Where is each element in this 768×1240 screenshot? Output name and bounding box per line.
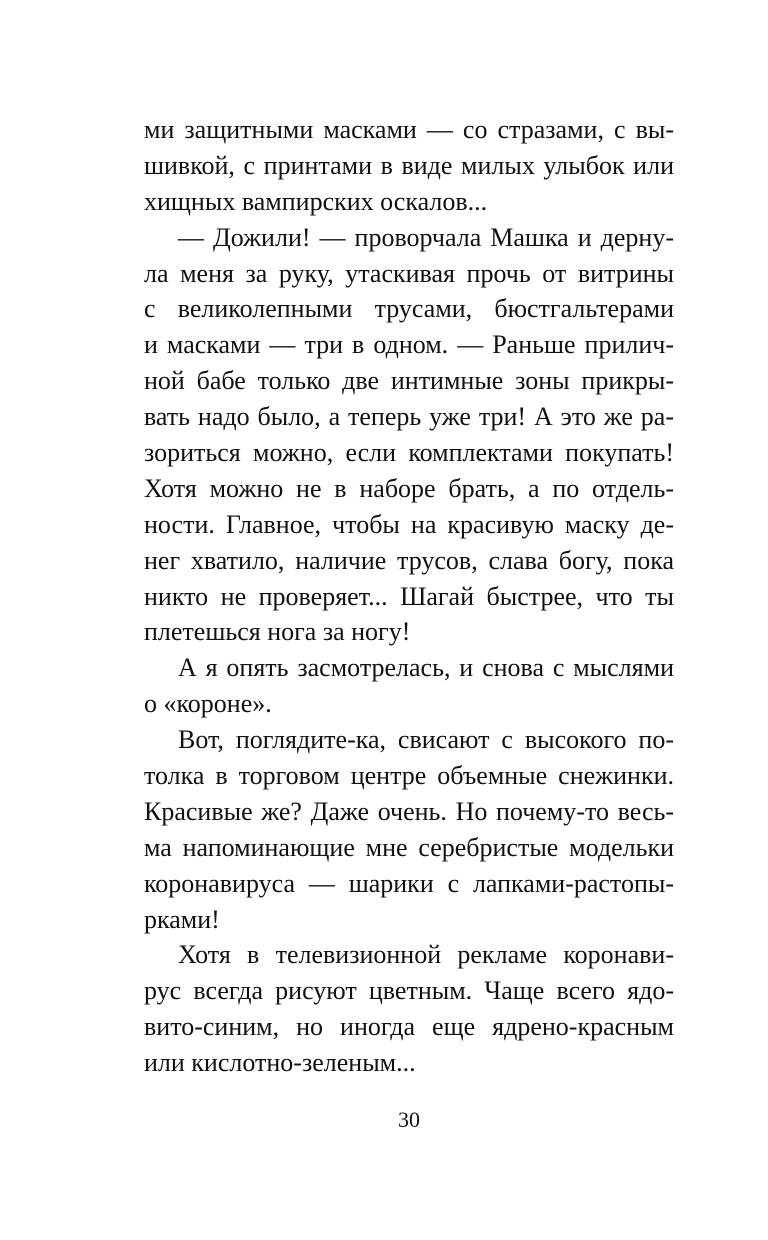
text-line: ла меня за руку, утаскивая прочь от витрины bbox=[144, 258, 674, 288]
text-line: нег хватило, наличие трусов, слава богу, пока bbox=[144, 545, 674, 575]
text-line: Красивые же? Даже очень. Но почему-то весь- bbox=[144, 796, 674, 826]
text-line: Хотя в телевизионной рекламе коронави- bbox=[178, 940, 674, 970]
text-line: ми защитными масками — со стразами, с вы- bbox=[144, 115, 674, 144]
text-line: никто не проверяет... Шагай быстрее, что ты bbox=[144, 581, 674, 611]
text-line: вито-синим, но иногда еще ядрено-красным bbox=[144, 1012, 674, 1042]
text-line: шивкой, с принтами в виде милых улыбок или bbox=[144, 150, 674, 180]
text-line: зориться можно, если комплектами покупать! bbox=[144, 438, 674, 468]
text-line: — Дожили! — проворчала Машка и дерну- bbox=[178, 222, 674, 252]
text-line: ной бабе только две интимные зоны прикры- bbox=[144, 366, 674, 396]
text-line: ности. Главное, чтобы на красивую маску де- bbox=[144, 509, 674, 539]
text-line: толка в торговом центре объемные снежинки. bbox=[144, 761, 674, 791]
text-line: и масками — три в одном. — Раньше прилич- bbox=[144, 330, 674, 360]
text-line: рками! bbox=[144, 904, 220, 934]
text-line: вать надо было, а теперь уже три! А это же ра- bbox=[144, 402, 674, 432]
text-line: Хотя можно не в наборе брать, а по отдель- bbox=[144, 473, 674, 503]
page-number: 30 bbox=[398, 1107, 420, 1132]
text-line: коронавируса — шарики с лапками-растопы- bbox=[144, 868, 674, 898]
text-line: рус всегда рисуют цветным. Чаще всего ядо- bbox=[144, 976, 674, 1006]
text-line: плетешься нога за ногу! bbox=[144, 617, 411, 647]
body-text bbox=[144, 112, 674, 1081]
text-line: ма напоминающие мне серебристые модельки bbox=[144, 832, 674, 862]
text-line: Вот, поглядите-ка, свисают с высокого по- bbox=[178, 725, 674, 755]
text-line: хищных вампирских оскалов... bbox=[144, 186, 488, 216]
text-line: А я опять засмотрелась, и снова с мыслями bbox=[178, 653, 674, 683]
text-line: о «короне». bbox=[144, 689, 272, 719]
text-line: с великолепными трусами, бюстгальтерами bbox=[144, 294, 674, 324]
text-line: или кислотно-зеленым... bbox=[144, 1048, 416, 1078]
